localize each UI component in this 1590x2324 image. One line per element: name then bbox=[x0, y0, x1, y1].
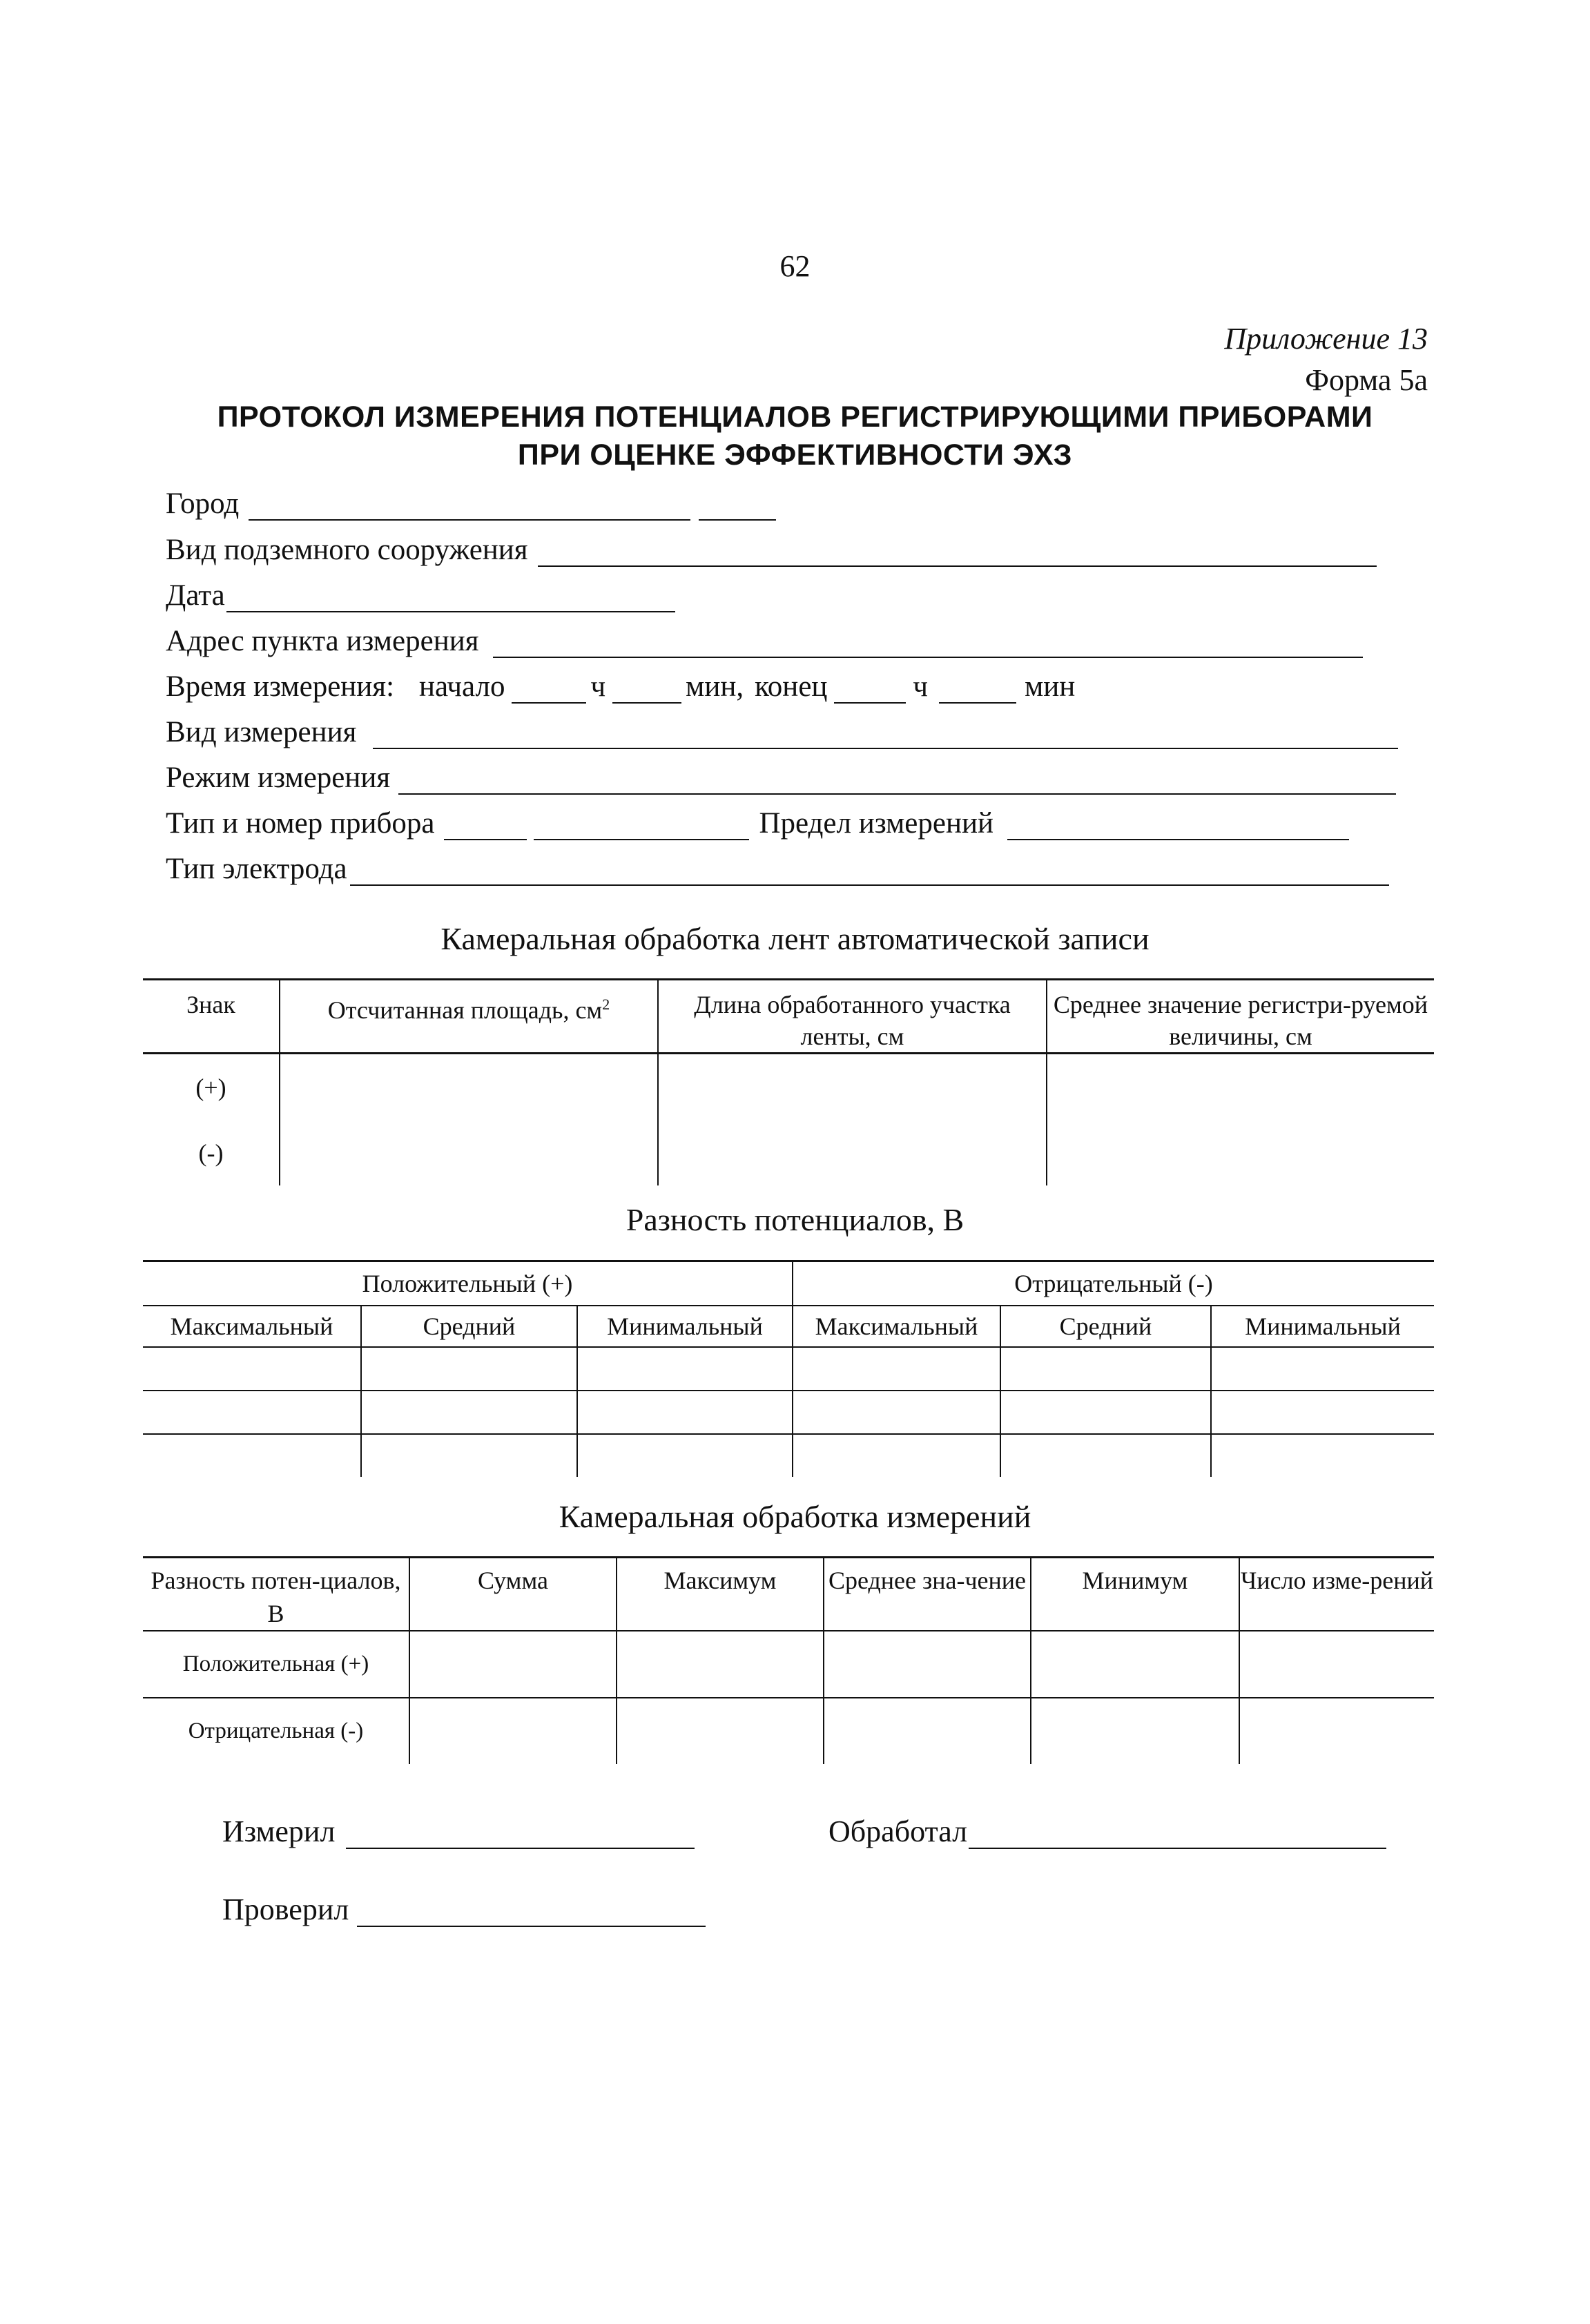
table-header-row bbox=[143, 1306, 1434, 1347]
table-cell[interactable] bbox=[361, 1391, 577, 1434]
col-header-count: Число изме-рений bbox=[1239, 1558, 1434, 1631]
table-cell[interactable] bbox=[824, 1631, 1031, 1698]
field-structure-label: Вид подземного сооружения bbox=[166, 534, 528, 566]
table-row bbox=[143, 1434, 1434, 1477]
table-cell[interactable] bbox=[1239, 1631, 1434, 1698]
table-cell[interactable] bbox=[143, 1347, 361, 1391]
measurement-processing-table bbox=[143, 1556, 1434, 1764]
table-cell[interactable] bbox=[1000, 1434, 1211, 1477]
table-cell[interactable] bbox=[1031, 1698, 1239, 1764]
end-min-field[interactable] bbox=[939, 676, 1016, 704]
table-cell[interactable] bbox=[577, 1347, 793, 1391]
cell-average-negative[interactable] bbox=[1047, 1120, 1434, 1185]
table-header-row bbox=[143, 1558, 1434, 1631]
col-header-potential: Разность потен-циалов, В bbox=[143, 1558, 409, 1631]
appendix-label: Приложение 13 bbox=[1224, 322, 1428, 356]
superscript-2: 2 bbox=[602, 996, 610, 1013]
document-title-line2: ПРИ ОЦЕНКЕ ЭФФЕКТИВНОСТИ ЭХЗ bbox=[517, 438, 1073, 472]
field-city-label: Город bbox=[166, 487, 240, 520]
signature-measured bbox=[222, 1814, 695, 1849]
section1-title: Камеральная обработка лент автоматической записи bbox=[440, 921, 1150, 956]
signature-processed bbox=[828, 1814, 1386, 1849]
table-cell[interactable] bbox=[143, 1391, 361, 1434]
table-cell[interactable] bbox=[793, 1434, 1000, 1477]
field-time-start-label: начало bbox=[419, 670, 505, 703]
table-cell[interactable] bbox=[1211, 1391, 1434, 1434]
table-cell[interactable] bbox=[793, 1391, 1000, 1434]
field-city-line[interactable] bbox=[249, 493, 690, 521]
table-cell[interactable] bbox=[409, 1631, 617, 1698]
field-date-label: Дата bbox=[166, 579, 225, 612]
group-header-negative: Отрицательный (-) bbox=[793, 1261, 1434, 1306]
col-header-pos-min: Минимальный bbox=[577, 1306, 793, 1347]
col-header-length: Длина обработанного участка ленты, см bbox=[658, 980, 1047, 1054]
end-hour-unit: ч bbox=[913, 670, 929, 703]
form-number: Форма 5а bbox=[1305, 363, 1428, 397]
field-date-line[interactable] bbox=[226, 585, 675, 612]
group-header-positive: Положительный (+) bbox=[143, 1261, 793, 1306]
tape-processing-table bbox=[143, 978, 1434, 1185]
table-cell[interactable] bbox=[1000, 1347, 1211, 1391]
start-min-field[interactable] bbox=[612, 676, 681, 704]
col-header-maximum: Максимум bbox=[617, 1558, 824, 1631]
field-electrode bbox=[166, 852, 1389, 886]
cell-average-positive[interactable] bbox=[1047, 1054, 1434, 1121]
field-device-line-1[interactable] bbox=[444, 813, 527, 840]
table-cell[interactable] bbox=[617, 1698, 824, 1764]
field-address bbox=[166, 624, 1363, 658]
signature-processed-label: Обработал bbox=[828, 1814, 968, 1848]
signature-measured-label: Измерил bbox=[222, 1814, 336, 1848]
cell-area-positive[interactable] bbox=[280, 1054, 658, 1121]
table-cell[interactable] bbox=[577, 1434, 793, 1477]
field-limit-line[interactable] bbox=[1007, 813, 1349, 840]
page-number: 62 bbox=[779, 249, 811, 283]
signature-checked-label: Проверил bbox=[222, 1892, 349, 1926]
col-header-minimum: Минимум bbox=[1031, 1558, 1239, 1631]
field-address-label: Адрес пункта измерения bbox=[166, 625, 479, 657]
field-measure-type-line[interactable] bbox=[373, 722, 1398, 749]
start-hour-unit: ч bbox=[590, 670, 606, 703]
table-cell[interactable] bbox=[143, 1434, 361, 1477]
col-header-neg-max: Максимальный bbox=[793, 1306, 1000, 1347]
signature-processed-line[interactable] bbox=[969, 1821, 1386, 1849]
col-header-neg-avg: Средний bbox=[1000, 1306, 1211, 1347]
row-label-positive: Положительная (+) bbox=[143, 1631, 409, 1698]
field-electrode-label: Тип электрода bbox=[166, 853, 347, 885]
field-measure-type-label: Вид измерения bbox=[166, 716, 357, 748]
col-header-neg-min: Минимальный bbox=[1211, 1306, 1434, 1347]
field-measure-mode-line[interactable] bbox=[398, 767, 1396, 795]
signature-measured-line[interactable] bbox=[346, 1821, 695, 1849]
field-structure bbox=[166, 533, 1377, 567]
table-cell[interactable] bbox=[793, 1347, 1000, 1391]
table-row bbox=[143, 1631, 1434, 1698]
table-cell[interactable] bbox=[577, 1391, 793, 1434]
table-cell[interactable] bbox=[617, 1631, 824, 1698]
field-city-line-2[interactable] bbox=[699, 493, 776, 521]
col-header-area-text: Отсчитанная площадь, см bbox=[327, 996, 603, 1024]
table-row bbox=[143, 1120, 1434, 1185]
col-header-average: Среднее значение регистри-руемой величины, см bbox=[1047, 980, 1434, 1054]
field-device-label: Тип и номер прибора bbox=[166, 807, 435, 840]
end-min-unit: мин bbox=[1025, 670, 1076, 703]
col-header-sign: Знак bbox=[143, 980, 280, 1054]
col-header-mean: Среднее зна-чение bbox=[824, 1558, 1031, 1631]
table-header-row bbox=[143, 980, 1434, 1054]
table-row bbox=[143, 1391, 1434, 1434]
field-limit-label: Предел измерений bbox=[759, 807, 994, 840]
field-city bbox=[166, 487, 776, 521]
table-cell[interactable] bbox=[824, 1698, 1031, 1764]
table-cell[interactable] bbox=[1239, 1698, 1434, 1764]
field-measure-mode bbox=[166, 761, 1396, 795]
table-cell[interactable] bbox=[409, 1698, 617, 1764]
section3-title: Камеральная обработка измерений bbox=[559, 1499, 1031, 1534]
row-label-negative: (-) bbox=[198, 1139, 224, 1167]
signature-checked bbox=[222, 1892, 706, 1927]
signature-checked-line[interactable] bbox=[357, 1899, 706, 1927]
cell-length-positive[interactable] bbox=[658, 1054, 1047, 1121]
col-header-pos-max: Максимальный bbox=[143, 1306, 361, 1347]
row-label-positive: (+) bbox=[195, 1073, 226, 1101]
start-hour-field[interactable] bbox=[512, 676, 586, 704]
col-header-area bbox=[280, 980, 658, 1054]
table-row bbox=[143, 1698, 1434, 1764]
field-device-line-2[interactable] bbox=[534, 813, 749, 840]
field-date bbox=[166, 579, 675, 612]
table-row bbox=[143, 1347, 1434, 1391]
field-measure-mode-label: Режим измерения bbox=[166, 762, 391, 794]
table-row bbox=[143, 1054, 1434, 1121]
field-device bbox=[166, 806, 1349, 840]
field-time bbox=[166, 670, 1075, 704]
cell-length-negative[interactable] bbox=[658, 1120, 1047, 1185]
section2-title: Разность потенциалов, В bbox=[626, 1202, 964, 1237]
document-title-line1: ПРОТОКОЛ ИЗМЕРЕНИЯ ПОТЕНЦИАЛОВ РЕГИСТРИРУЮЩИМИ ПРИБОРАМИ bbox=[217, 400, 1373, 434]
field-address-line[interactable] bbox=[493, 630, 1363, 658]
table-cell[interactable] bbox=[361, 1347, 577, 1391]
col-header-pos-avg: Средний bbox=[361, 1306, 577, 1347]
potential-difference-table bbox=[143, 1260, 1434, 1477]
table-cell[interactable] bbox=[1031, 1631, 1239, 1698]
table-cell[interactable] bbox=[1211, 1434, 1434, 1477]
field-time-label: Время измерения: bbox=[166, 670, 395, 703]
field-measure-type bbox=[166, 715, 1398, 749]
field-electrode-line[interactable] bbox=[350, 858, 1389, 886]
field-time-end-label: конец bbox=[755, 670, 828, 703]
start-min-unit: мин, bbox=[686, 670, 744, 703]
field-structure-line[interactable] bbox=[538, 539, 1377, 567]
table-cell[interactable] bbox=[361, 1434, 577, 1477]
table-cell[interactable] bbox=[1211, 1347, 1434, 1391]
cell-area-negative[interactable] bbox=[280, 1120, 658, 1185]
table-group-header-row bbox=[143, 1261, 1434, 1306]
end-hour-field[interactable] bbox=[834, 676, 906, 704]
table-cell[interactable] bbox=[1000, 1391, 1211, 1434]
col-header-sum: Сумма bbox=[409, 1558, 617, 1631]
row-label-negative: Отрицательная (-) bbox=[188, 1718, 364, 1743]
